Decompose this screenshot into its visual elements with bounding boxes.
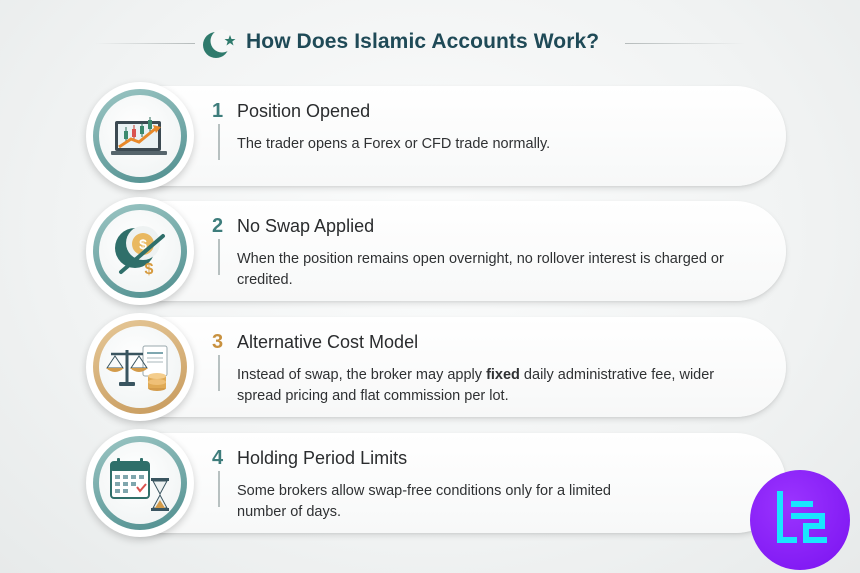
step-number: 4 [212, 447, 224, 469]
step-number: 2 [212, 215, 224, 237]
step-divider [218, 471, 220, 507]
svg-text:$: $ [144, 261, 154, 278]
step-badge [86, 429, 194, 537]
step-number: 3 [212, 331, 224, 353]
trading-chart-icon [99, 95, 181, 177]
step-heading: No Swap Applied [237, 216, 375, 236]
calendar-hourglass-icon [99, 442, 181, 524]
brand-logo [750, 470, 850, 570]
step-badge [86, 313, 194, 421]
step-divider [218, 355, 220, 391]
svg-text:$: $ [139, 236, 147, 252]
step-badge [86, 197, 194, 305]
step-divider [218, 124, 220, 160]
no-swap-moon-dollar-icon [99, 210, 181, 292]
step-number: 1 [212, 100, 224, 122]
step-heading: Position Opened [237, 101, 371, 121]
step-card-2 [86, 197, 786, 305]
scales-coins-icon [99, 326, 181, 408]
description-text: Instead of swap, the broker may apply [237, 367, 487, 383]
page-title: How Does Islamic Accounts Work? [246, 30, 600, 53]
step-heading: Holding Period Limits [237, 448, 408, 468]
step-description: Some brokers allow swap-free conditions only for a limited number of days. [237, 483, 611, 520]
description-text: daily administrative fee, wider spread pricing and flat commission per lot. [237, 367, 715, 404]
title-bar [0, 22, 860, 66]
step-divider [218, 239, 220, 275]
step-card-4 [86, 429, 786, 537]
step-badge [86, 82, 194, 190]
title-divider-right [625, 43, 745, 44]
step-card-1 [86, 82, 786, 190]
step-description [237, 365, 757, 407]
description-bold-text: fixed [486, 367, 520, 383]
crescent-star-icon [200, 26, 240, 62]
step-description: The trader opens a Forex or CFD trade normally. [237, 136, 551, 152]
step-card-3 [86, 313, 786, 421]
title-divider-left [95, 43, 195, 44]
step-heading: Alternative Cost Model [237, 332, 419, 352]
step-description: When the position remains open overnight, no rollover interest is charged or credited. [237, 251, 724, 288]
